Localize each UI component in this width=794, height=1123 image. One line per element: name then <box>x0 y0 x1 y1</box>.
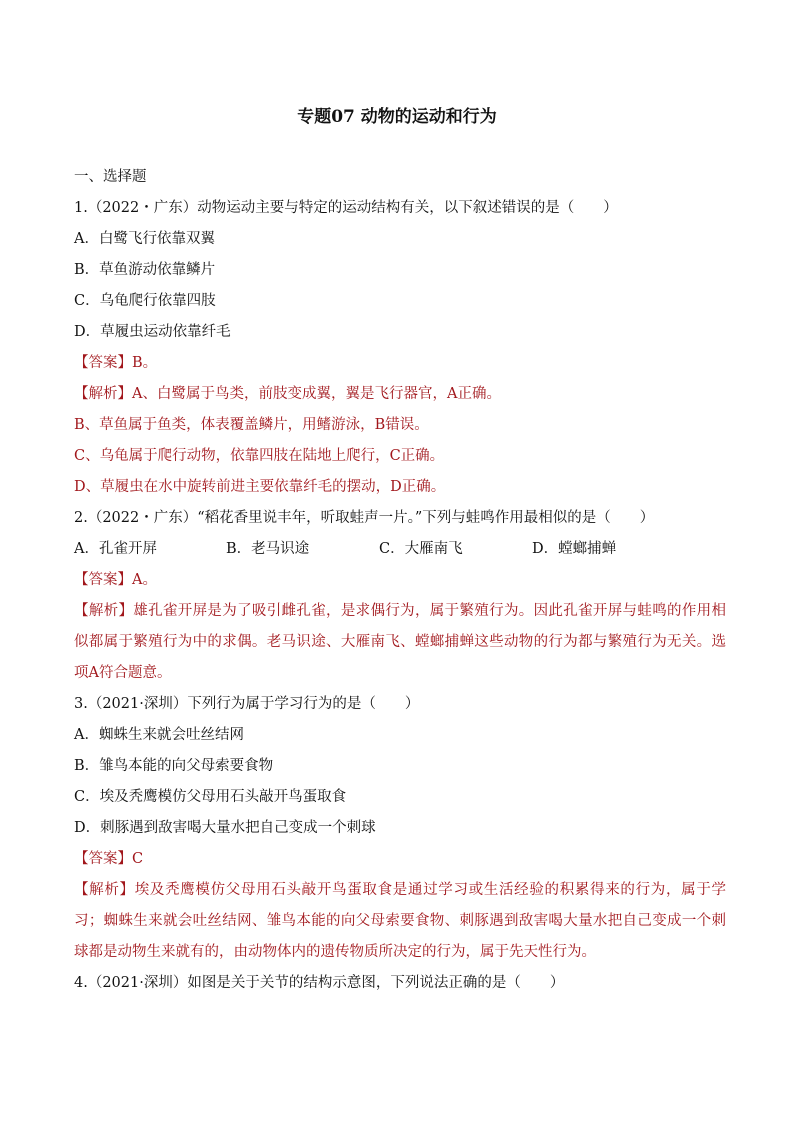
question-1-analysis-line-3: C、乌龟属于爬行动物，依靠四肢在陆地上爬行，C正确。 <box>74 448 445 464</box>
question-1-option-a: A．白鹭飞行依靠双翼 <box>74 231 215 247</box>
question-3-analysis: 【解析】埃及秃鹰模仿父母用石头敲开鸟蛋取食是通过学习或生活经验的积累得来的行为，属于学习；蜘蛛生来就会吐丝结网、雏鸟本能的向父母索要食物、刺豚遇到敌害喝大量水把自己变成一个刺球都是动物生来就有的，由动物体内的遗传物质所决定的行为，属于先天性行为。 <box>74 882 726 960</box>
question-3-option-c: C．埃及秃鹰模仿父母用石头敲开鸟蛋取食 <box>74 789 347 805</box>
question-2-options <box>74 534 726 565</box>
question-2-stem: 2.（2022・广东）“稻花香里说丰年，听取蛙声一片。”下列与蛙鸣作用最相似的是（ ） <box>74 510 655 526</box>
question-3-stem: 3.（2021·深圳）下列行为属于学习行为的是（ ） <box>74 696 420 712</box>
question-1-analysis-line-2: B、草鱼属于鱼类，体表覆盖鳞片，用鳍游泳，B错误。 <box>74 417 429 433</box>
question-1-analysis-line-4: D、草履虫在水中旋转前进主要依靠纤毛的摆动，D正确。 <box>74 479 446 495</box>
question-4-stem: 4.（2021·深圳）如图是关于关节的结构示意图，下列说法正确的是（ ） <box>74 975 565 991</box>
question-2-answer: 【答案】A。 <box>74 572 157 588</box>
question-1-option-d: D．草履虫运动依靠纤毛 <box>74 324 231 340</box>
question-1-analysis-line-1: 【解析】A、白鹭属于鸟类，前肢变成翼，翼是飞行器官，A正确。 <box>74 386 501 402</box>
question-2-option-a: A．孔雀开屏 <box>74 541 157 557</box>
question-1-option-b: B．草鱼游动依靠鳞片 <box>74 262 216 278</box>
question-2-option-d: D．螳螂捕蝉 <box>532 541 617 557</box>
question-3-option-d: D．刺豚遇到敌害喝大量水把自己变成一个刺球 <box>74 820 376 836</box>
question-1-stem: 1.（2022・广东）动物运动主要与特定的运动结构有关，以下叙述错误的是（ ） <box>74 200 618 216</box>
document-body <box>74 162 726 999</box>
question-1-answer: 【答案】B。 <box>74 355 158 371</box>
question-3-option-a: A．蜘蛛生来就会吐丝结网 <box>74 727 244 743</box>
question-2-option-c: C．大雁南飞 <box>379 541 463 557</box>
page-title: 专题07 动物的运动和行为 <box>297 107 497 127</box>
section-heading: 一、选择题 <box>74 169 147 185</box>
question-3-option-b: B．雏鸟本能的向父母索要食物 <box>74 758 274 774</box>
question-1-option-c: C．乌龟爬行依靠四肢 <box>74 293 216 309</box>
question-2-analysis: 【解析】雄孔雀开屏是为了吸引雌孔雀，是求偶行为，属于繁殖行为。因此孔雀开屏与蛙鸣的作用相似都属于繁殖行为中的求偶。老马识途、大雁南飞、螳螂捕蝉这些动物的行为都与繁殖行为无关。选项A符合题意。 <box>74 603 726 681</box>
question-3-answer: 【答案】C <box>74 851 144 867</box>
question-2-option-b: B．老马识途 <box>226 541 310 557</box>
